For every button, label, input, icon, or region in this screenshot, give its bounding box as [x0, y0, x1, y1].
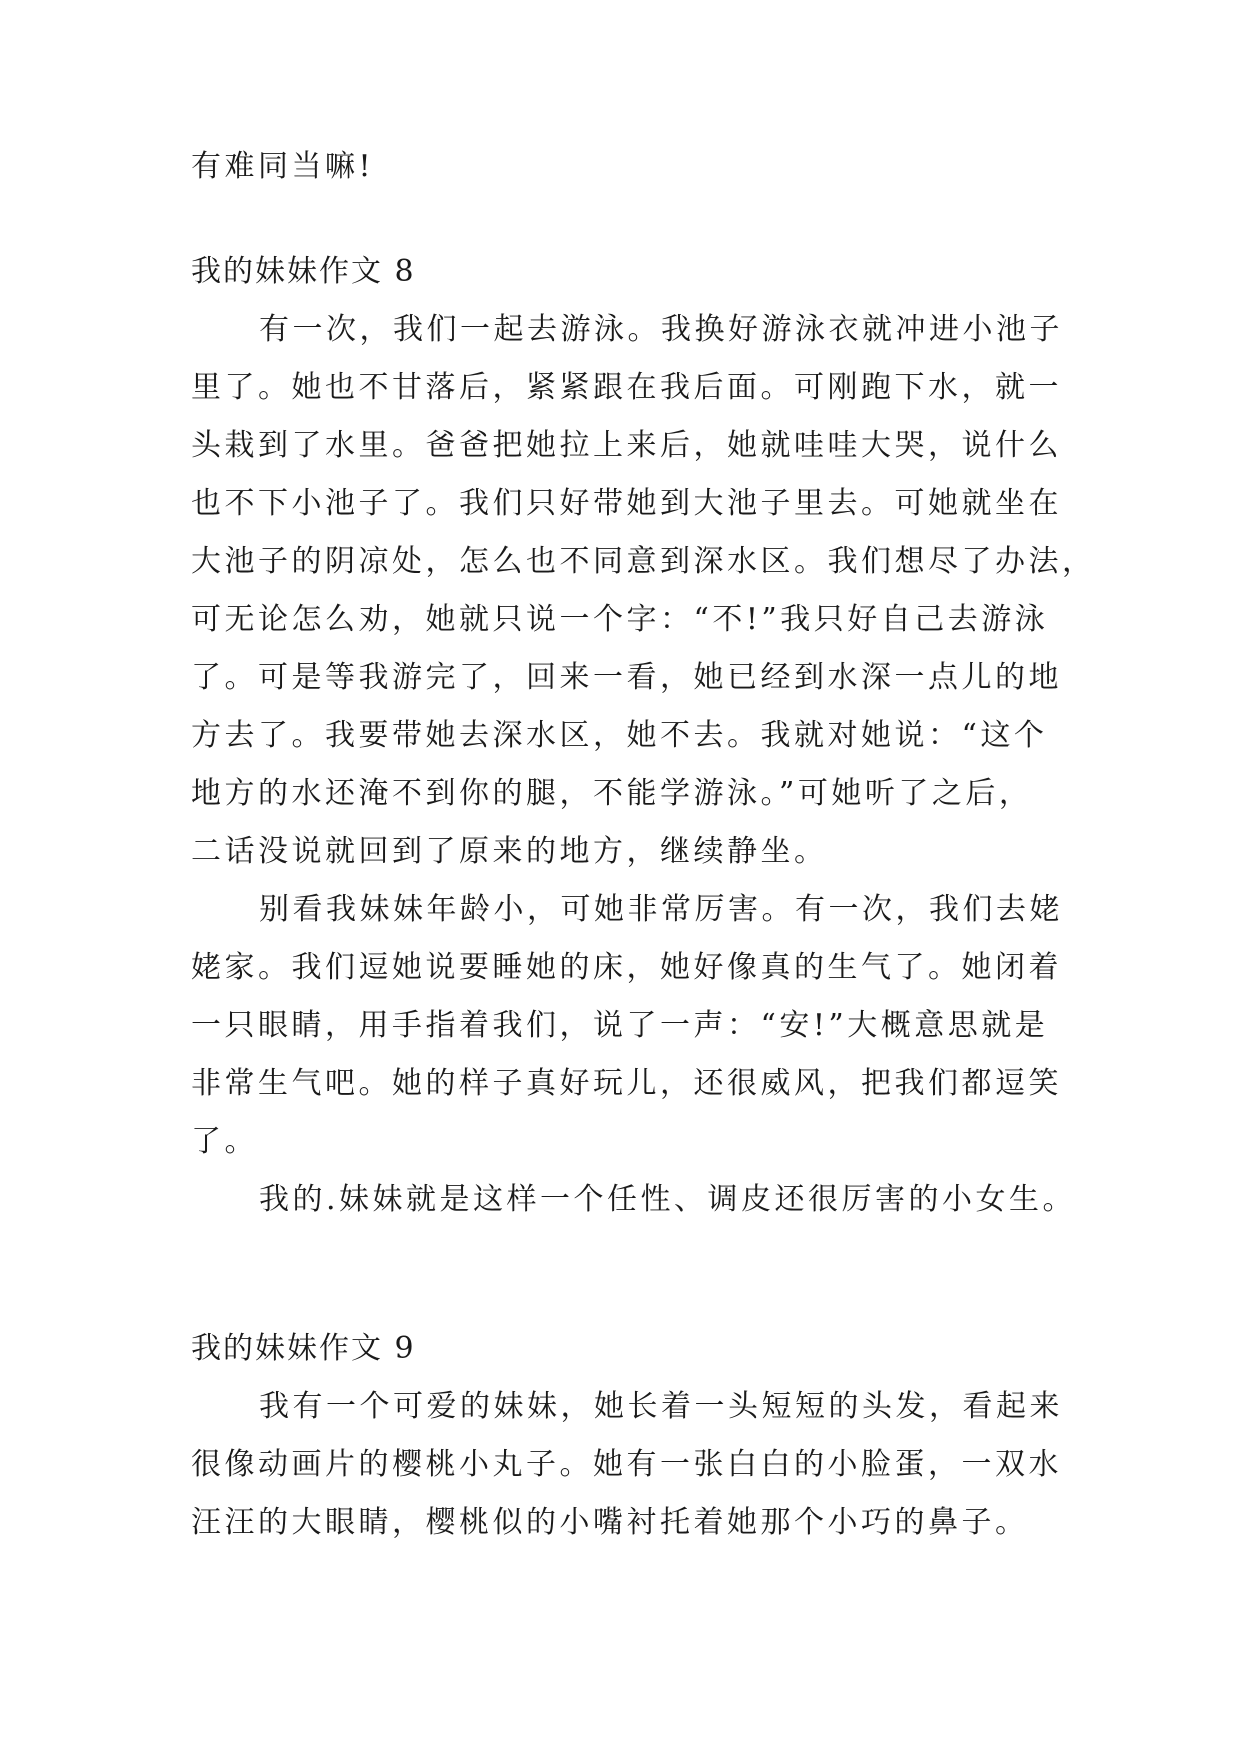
paragraph-line: 了。 [191, 1124, 258, 1159]
paragraph-line: 二话没说就回到了原来的地方，继续静坐。 [191, 834, 828, 869]
paragraph-line: 大池子的阴凉处，怎么也不同意到深水区。我们想尽了办法， [191, 544, 1096, 579]
paragraph-line: 汪汪的大眼睛，樱桃似的小嘴衬托着她那个小巧的鼻子。 [191, 1505, 1029, 1540]
paragraph-line: 地方的水还淹不到你的腿，不能学游泳。”可她听了之后， [191, 776, 1033, 811]
section-8 [191, 243, 1096, 1229]
paragraph-line: 头栽到了水里。爸爸把她拉上来后，她就哇哇大哭，说什么 [191, 428, 1062, 463]
paragraph-line: 可无论怎么劝，她就只说一个字：“不!”我只好自己去游泳 [191, 602, 1049, 637]
paragraph-line: 很像动画片的樱桃小丸子。她有一张白白的小脸蛋，一双水 [191, 1447, 1062, 1482]
paragraph-line: 了。可是等我游完了，回来一看，她已经到水深一点儿的地 [191, 660, 1062, 695]
intro-line: 有难同当嘛! [191, 149, 375, 184]
section-9 [191, 1320, 1071, 1552]
paragraph-line: 有一次，我们一起去游泳。我换好游泳衣就冲进小池子 [259, 312, 1063, 347]
section-8-title: 我的妹妹作文 8 [191, 254, 416, 289]
paragraph-line: 非常生气吧。她的样子真好玩儿，还很威风，把我们都逗笑 [191, 1066, 1062, 1101]
paragraph-line: 别看我妹妹年龄小，可她非常厉害。有一次，我们去姥 [259, 892, 1063, 927]
intro-text [191, 138, 1071, 196]
paragraph-line: 也不下小池子了。我们只好带她到大池子里去。可她就坐在 [191, 486, 1062, 521]
paragraph-line: 方去了。我要带她去深水区，她不去。我就对她说：“这个 [191, 718, 1048, 753]
paragraph-line: 姥家。我们逗她说要睡她的床，她好像真的生气了。她闭着 [191, 950, 1062, 985]
paragraph-line: 里了。她也不甘落后，紧紧跟在我后面。可刚跑下水，就一 [191, 370, 1062, 405]
paragraph-line: 我有一个可爱的妹妹，她长着一头短短的头发，看起来 [259, 1389, 1063, 1424]
paragraph-line: 一只眼睛，用手指着我们，说了一声：“安!”大概意思就是 [191, 1008, 1049, 1043]
paragraph-line: 我的.妹妹就是这样一个任性、调皮还很厉害的小女生。 [259, 1182, 1077, 1217]
section-9-title: 我的妹妹作文 9 [191, 1331, 416, 1366]
